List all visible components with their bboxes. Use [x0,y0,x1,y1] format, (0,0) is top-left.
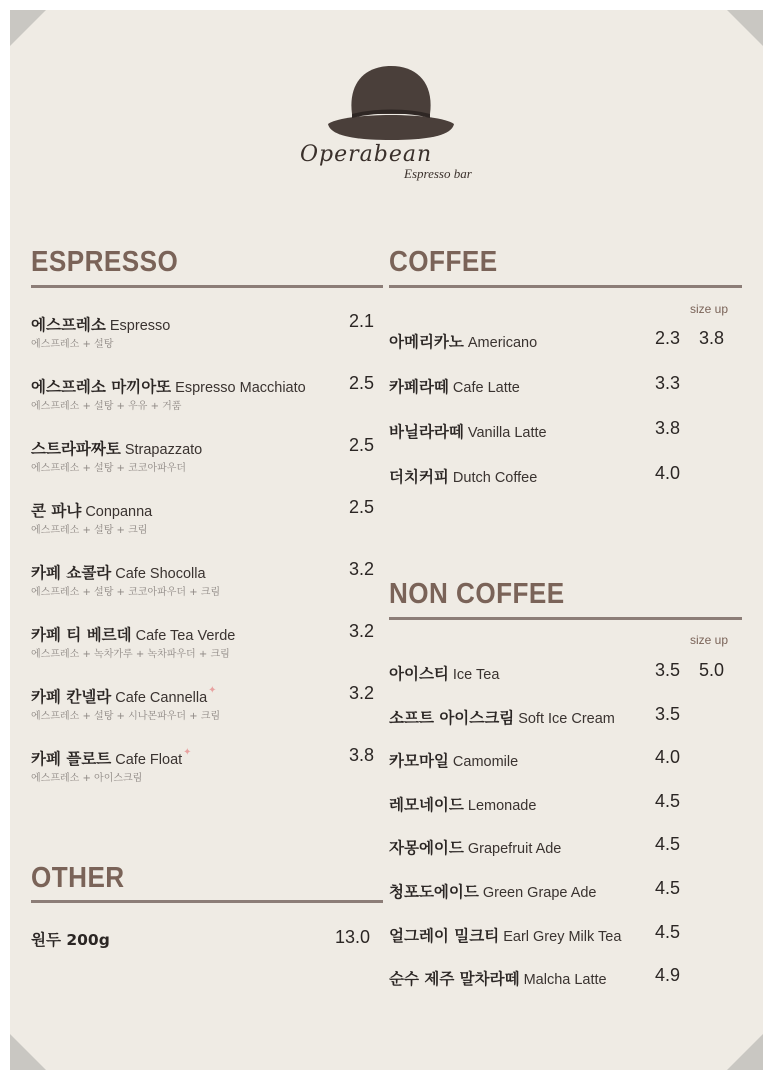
item-name-en: Cafe Float [115,752,183,768]
brand-subtitle: Espresso bar [404,166,472,181]
menu-item [31,375,306,397]
item-price: 2.1 [349,311,375,331]
item-name-ko: 얼그레이 밀크티 [389,926,500,945]
item-name-ko: 순수 제주 말차라떼 [389,970,520,989]
item-description: 에스프레소 + 설탕 [31,339,114,350]
item-price: 3.8 [349,745,375,765]
item-price: 3.2 [349,559,375,579]
menu-item [389,375,520,397]
item-price: 3.5 [655,703,681,724]
item-name-ko: 아이스티 [389,665,449,683]
item-name-en: Conpanna [85,504,153,520]
item-name-ko: 에스프레소 [31,316,106,334]
item-price: 4.0 [655,747,681,768]
menu-item [389,706,615,728]
item-name-ko: 카페 칸넬라 [31,688,112,706]
item-description: 에스프레소 + 설탕 + 코코아파우더 + 크림 [31,587,221,598]
item-name-en: Green Grape Ade [482,885,597,901]
bowler-hat-icon [324,64,458,142]
corner-fold-top-left [10,10,46,46]
item-name-en: Ice Tea [452,667,500,683]
section-divider [389,617,742,620]
item-price: 4.9 [655,965,681,986]
item-name-en: Cafe Shocolla [115,566,206,582]
section-divider [31,285,383,288]
item-name-ko: 바닐라라떼 [389,423,464,441]
sparkle-icon: ✦ [183,747,192,758]
item-name-en: Lemonade [467,797,537,814]
item-price: 2.5 [349,497,375,517]
corner-fold-top-right [727,10,763,46]
menu-item [389,967,607,989]
item-price: 4.5 [655,790,681,811]
menu-item [389,749,518,771]
item-description: 에스프레소 + 아이스크림 [31,773,143,784]
item-price: 4.0 [655,463,681,483]
menu-item [389,793,536,815]
item-name-ko: 카페 플로트 [31,750,112,768]
item-price: 2.3 [655,328,681,348]
item-price: 2.5 [349,435,375,455]
section-title-coffee: COFFEE [389,246,498,278]
item-price: 2.5 [349,373,375,393]
item-price-size-up: 5.0 [699,660,725,680]
menu-item [31,437,202,459]
brand-name: Operabean [300,142,433,167]
item-name-en: Espresso Macchiato [175,380,306,396]
item-name-ko: 청포도에이드 [389,883,479,901]
menu-item [389,465,537,487]
item-description: 에스프레소 + 설탕 + 크림 [31,525,148,536]
item-name-en: Soft Ice Cream [518,710,615,727]
menu-item [31,313,170,335]
item-name-en: Camomile [452,754,519,771]
menu-item [389,880,597,902]
item-price: 3.2 [349,621,375,641]
item-price: 3.3 [655,373,681,393]
menu-item [389,330,537,352]
item-name-ko: 카페 티 베르데 [31,626,132,644]
item-name-ko: 스트라파짜토 [31,440,121,458]
size-up-label: size up [690,633,729,647]
item-name-ko: 카페라떼 [389,378,449,396]
menu-item [389,420,547,442]
brand-logo [300,64,490,184]
item-name-en: Cafe Tea Verde [135,628,236,644]
size-up-label: size up [690,302,729,316]
item-name-en: Cafe Cannella [115,690,208,706]
item-name-ko: 자몽에이드 [389,839,464,858]
item-price: 4.5 [655,878,681,898]
item-name-en: Dutch Coffee [452,470,538,486]
item-name-ko: 아메리카노 [389,333,464,351]
item-name-ko: 레모네이드 [389,795,464,814]
corner-fold-bottom-right [727,1034,763,1070]
item-name-en: Strapazzato [124,442,203,458]
sparkle-icon: ✦ [208,685,217,696]
item-name-en: Earl Grey Milk Tea [503,928,622,945]
item-description: 에스프레소 + 설탕 + 우유 + 거품 [31,401,182,412]
item-name-ko: 카페 쇼콜라 [31,564,112,582]
section-title-espresso: ESPRESSO [31,246,179,278]
item-name-en: Cafe Latte [452,380,520,396]
menu-item [31,928,110,950]
item-name-ko: 카모마일 [389,752,449,771]
section-divider [389,285,742,288]
section-divider [31,900,383,903]
item-price: 3.8 [655,418,681,438]
item-description: 에스프레소 + 설탕 + 시나몬파우더 + 크림 [31,711,221,722]
section-title-non-coffee: NON COFFEE [389,578,565,610]
item-price-size-up: 3.8 [699,328,725,348]
corner-fold-bottom-left [10,1034,46,1070]
menu-item [389,662,499,684]
item-price: 3.2 [349,683,375,703]
item-name-ko: 에스프레소 마끼아또 [31,378,172,396]
menu-item [31,685,217,707]
menu-item [31,499,152,521]
section-title-other: OTHER [31,862,125,894]
item-name-ko: 소프트 아이스크림 [389,708,515,727]
item-name-ko: 원두 200g [31,931,110,949]
item-price: 4.5 [655,921,681,942]
menu-item [389,924,621,946]
item-name-en: Malcha Latte [523,972,607,989]
item-description: 에스프레소 + 설탕 + 코코아파우더 [31,463,187,474]
item-name-en: Vanilla Latte [467,425,547,441]
menu-item [31,561,206,583]
item-price: 13.0 [335,927,371,947]
item-price: 3.5 [655,660,681,680]
item-name-en: Grapefruit Ade [467,841,562,858]
item-name-ko: 더치커피 [389,468,449,486]
item-name-en: Americano [467,335,538,351]
item-name-ko: 콘 파냐 [31,502,82,520]
item-name-en: Espresso [109,318,171,334]
item-price: 4.5 [655,834,681,855]
menu-item [389,836,561,858]
menu-item [31,623,235,645]
item-description: 에스프레소 + 녹차가루 + 녹차파우더 + 크림 [31,649,230,660]
menu-item [31,747,192,769]
